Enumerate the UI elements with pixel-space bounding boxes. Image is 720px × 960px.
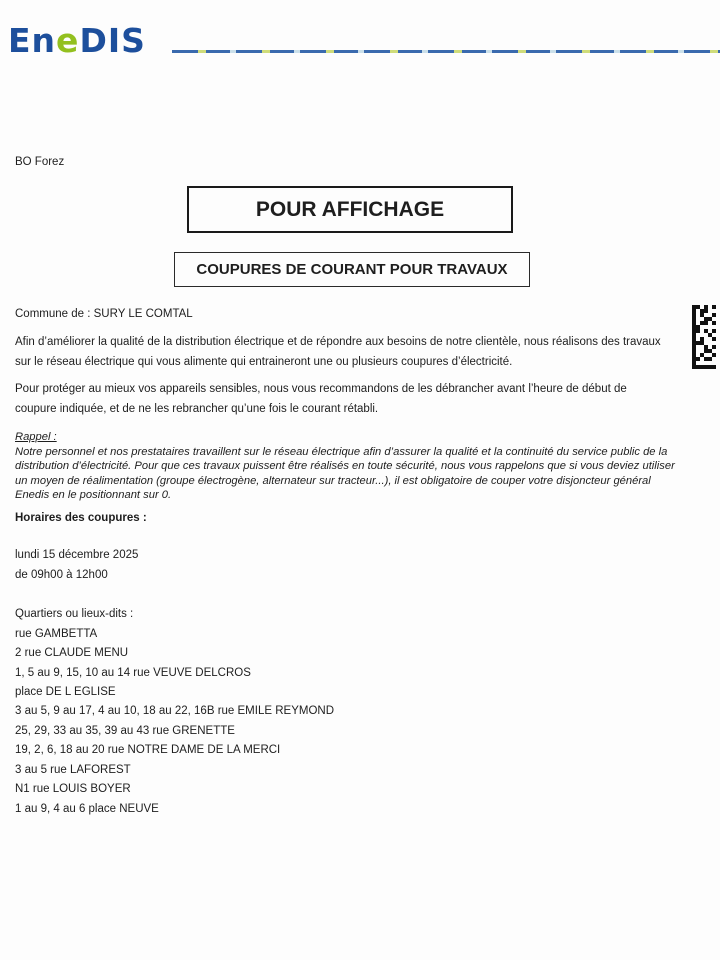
logo-part-3: DIS (79, 21, 146, 60)
subtitle-box: COUPURES DE COURANT POUR TRAVAUX (174, 252, 530, 287)
list-item: 1, 5 au 9, 15, 10 au 14 rue VEUVE DELCROS (15, 667, 251, 679)
commune-line: Commune de : SURY LE COMTAL (15, 308, 193, 320)
outage-time: de 09h00 à 12h00 (15, 569, 108, 581)
rappel-label: Rappel : (15, 431, 57, 443)
outage-date: lundi 15 décembre 2025 (15, 549, 139, 561)
horaires-title: Horaires des coupures : (15, 512, 147, 524)
quartiers-title: Quartiers ou lieux-dits : (15, 608, 134, 620)
rappel-text: Notre personnel et nos prestataires travaillent sur le réseau électrique afin d’assurer la qualité et la continuité du service public de la distribution d’électricité. Pour que ces travaux puissent être réalisés en toute sécurité, nous vous rappelons que si vous deviez utiliser un moyen de réalimentation (groupe électrogène, alternateur sur tracteur...), il est obligatoire de couper votre disjoncteur général Enedis en le positionnant sur 0. (15, 445, 675, 501)
list-item: rue GAMBETTA (15, 628, 98, 640)
list-item: 19, 2, 6, 18 au 20 rue NOTRE DAME DE LA MERCI (15, 744, 281, 756)
list-item: 2 rue CLAUDE MENU (15, 647, 129, 659)
logo-part-2: e (56, 21, 80, 60)
intro-paragraph: Afin d’améliorer la qualité de la distribution électrique et de répondre aux besoins de notre clientèle, nous réalisons des travaux sur le réseau électrique qui vous alimente qui entraineront une ou plusieurs coupures d’électricité. (15, 336, 661, 368)
list-item: N1 rue LOUIS BOYER (15, 783, 131, 795)
header-divider (172, 50, 720, 53)
advice-paragraph: Pour protéger au mieux vos appareils sensibles, nous vous recommandons de les débrancher avant l’heure de début de coupure indiquée, et de ne les rebrancher qu’une fois le courant rétabli. (15, 383, 627, 415)
datamatrix-code (692, 305, 716, 369)
sender-label: BO Forez (15, 156, 65, 168)
list-item: 3 au 5 rue LAFOREST (15, 764, 131, 776)
list-item: 25, 29, 33 au 35, 39 au 43 rue GRENETTE (15, 725, 235, 737)
rappel-block (15, 430, 675, 503)
title-box: POUR AFFICHAGE (187, 186, 513, 233)
logo-part-1: En (8, 21, 57, 60)
list-item: place DE L EGLISE (15, 686, 116, 698)
list-item: 1 au 9, 4 au 6 place NEUVE (15, 803, 159, 815)
list-item: 3 au 5, 9 au 17, 4 au 10, 18 au 22, 16B rue EMILE REYMOND (15, 705, 334, 717)
enedis-logo (8, 22, 146, 60)
